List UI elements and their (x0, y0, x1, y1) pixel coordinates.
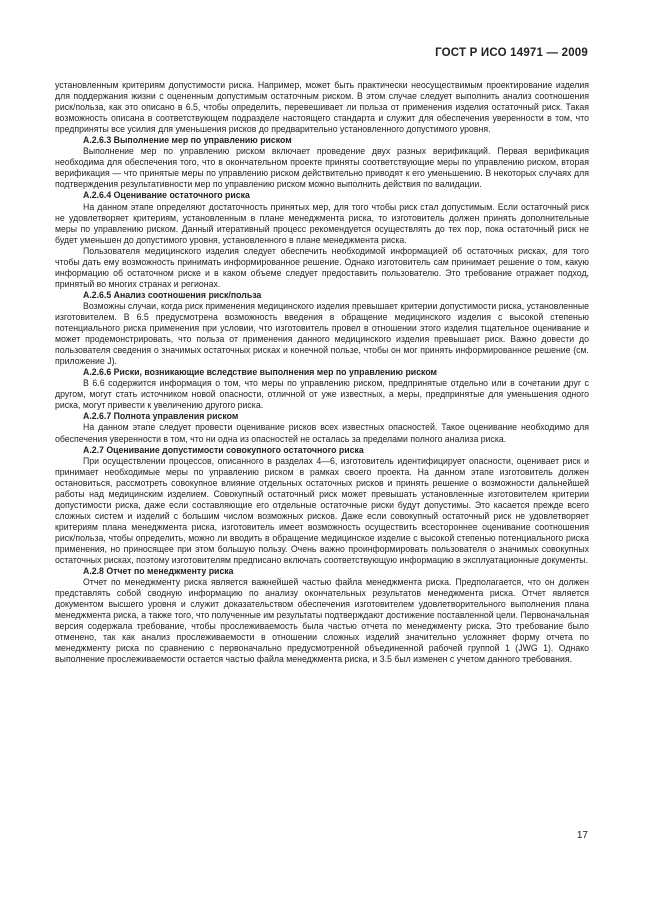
section-heading: A.2.6.7 Полнота управления риском (83, 411, 239, 422)
paragraph: Отчет по менеджменту риска является важнейшей частью файла менеджмента риска. Предполагается, что он должен представлять собой сводную информацию по анализу окончательных результатов менеджмента риска. Отчет является документом высшего уровня и служит доказательством обеспечения изготовителем удовлетворительного выполнения плана менеджмента риска, а также того, что полученные им результаты подтверждают достижение поставленной цели. Первоначальная версия содержала требование, чтобы прослеживаемость была частью отчета по менеджменту риска. Это требование было отменено, так как анализ прослеживаемости в отношении сложных изделий значительно усложняет форму отчета по менеджменту риска по сравнению с первоначально предусмотренной объединенной рабочей группой 1 (JWG 1). Однако выполнение прослеживаемости остается частью файла менеджмента риска, и 3.5 был изменен с учетом данного требования. (55, 577, 589, 665)
paragraph: В 6.6 содержится информация о том, что меры по управлению риском, предпринятые отдельно или в сочетании друг с другом, могут стать источником новой опасности, отличной от уже известных, а меры, предпринятые для уменьшения одного риска, могут привести к увеличению другого риска. (55, 378, 589, 411)
paragraph: установленным критериям допустимости риска. Например, может быть практически неосуществимым проектирование изделия для поддержания жизни с оцененным допустимым остаточным риском. В этом случае следует выполнить анализ соотношения риск/польза, как это описано в 6.5, чтобы определить, перевешивает ли польза от применения изделия остаточный риск. Такая возможность описана в соответствующем подразделе настоящего стандарта и служит для обеспечения уверенности в том, что предприняты все усилия для уменьшения рисков до предварительно установленного допустимого уровня. (55, 80, 589, 135)
paragraph: При осуществлении процессов, описанного в разделах 4—6, изготовитель идентифицирует опасности, оценивает риск и принимает необходимые меры по управлению риском в рамках своего проекта. На данном этапе изготовитель должен остановиться, рассмотреть совокупное влияние отдельных остаточных рисков и принять решение о возможности дальнейшей работы над медицинским изделием. Совокупный остаточный риск может превышать установленные изготовителем критерии допустимости риска, даже если составляющие его отдельные остаточные риски будут допустимы. Это касается прежде всего сложных систем и изделий с большим числом возможных рисков. Даже если совокупный остаточный риск не удовлетворяет критериям плана менеджмента риска, изготовитель имеет возможность осуществить всестороннее оценивание соотношения риск/польза, чтобы определить, можно ли вводить в обращение медицинское изделие с высокой степенью потенциального риска применения, но приносящее при этом большую пользу. Очень важно проинформировать пользователя о значимых совокупных остаточных рисках, поэтому изготовителям предписано включать соответствующую информацию в эксплуатационные документы. (55, 455, 589, 566)
section-heading: A.2.6.5 Анализ соотношения риск/польза (83, 289, 262, 300)
paragraph: Выполнение мер по управлению риском включает проведение двух разных верификаций. Первая верификация необходима для обеспечения того, что в окончательном проекте приняты соответствующие меры по управлению риском, вторая верификация — что принятые меры по управлению риском действительно приводят к его уменьшению. В некоторых случаях для подтверждения результативности мер по управлению риском можно выполнить действия по валидации. (55, 146, 589, 190)
page-number: 17 (576, 830, 588, 841)
section-heading: A.2.6.4 Оценивание остаточного риска (83, 190, 250, 201)
paragraph: Возможны случаи, когда риск применения медицинского изделия превышает критерии допустимости риска, установленные изготовителем. В 6.5 предусмотрена возможность введения в обращение медицинского изделия с высокой степенью потенциального риска применения при условии, что изготовитель провел в отношении этого изделия тщательное оценивание и может продемонстрировать, что польза от применения данного медицинского изделия превышает риск. Важно довести до пользователя сведения о значимых остаточных рисках и конечной пользе, чтобы он мог принять информированное решение (см. приложение J). (55, 300, 589, 367)
paragraph: Пользователя медицинского изделия следует обеспечить необходимой информацией об остаточных рисках, для того чтобы дать ему возможность принимать информированное решение. Однако изготовитель сам принимает решение о том, какую информацию об остаточном риске и в каком объеме следует предоставить пользователю. Это требование отражает подход, принятый во многих странах и регионах. (55, 245, 589, 289)
paragraph: На данном этапе определяют достаточность принятых мер, для того чтобы риск стал допустимым. Если остаточный риск не удовлетворяет критериям, установленным в плане менеджмента риска, то изготовитель должен принять дополнительные меры по управлению риском. Данный итеративный процесс рекомендуется осуществлять до тех пор, пока остаточный риск не будет уменьшен до допустимого уровня, установленного в плане менеджмента риска. (55, 201, 589, 245)
section-heading: A.2.6.6 Риски, возникающие вследствие выполнения мер по управлению риском (83, 367, 438, 378)
section-heading: A.2.6.3 Выполнение мер по управлению риском (83, 135, 292, 146)
section-heading: A.2.7 Оценивание допустимости совокупного остаточного риска (83, 444, 364, 455)
document-body (55, 80, 589, 665)
paragraph: На данном этапе следует провести оценивание рисков всех известных опасностей. Такое оценивание необходимо для обеспечения уверенности в том, что ни одна из опасностей не осталась за пределами полного анализа риска. (55, 422, 589, 444)
standard-header: ГОСТ Р ИСО 14971 — 2009 (435, 47, 588, 59)
section-heading: A.2.8 Отчет по менеджменту риска (83, 566, 234, 577)
